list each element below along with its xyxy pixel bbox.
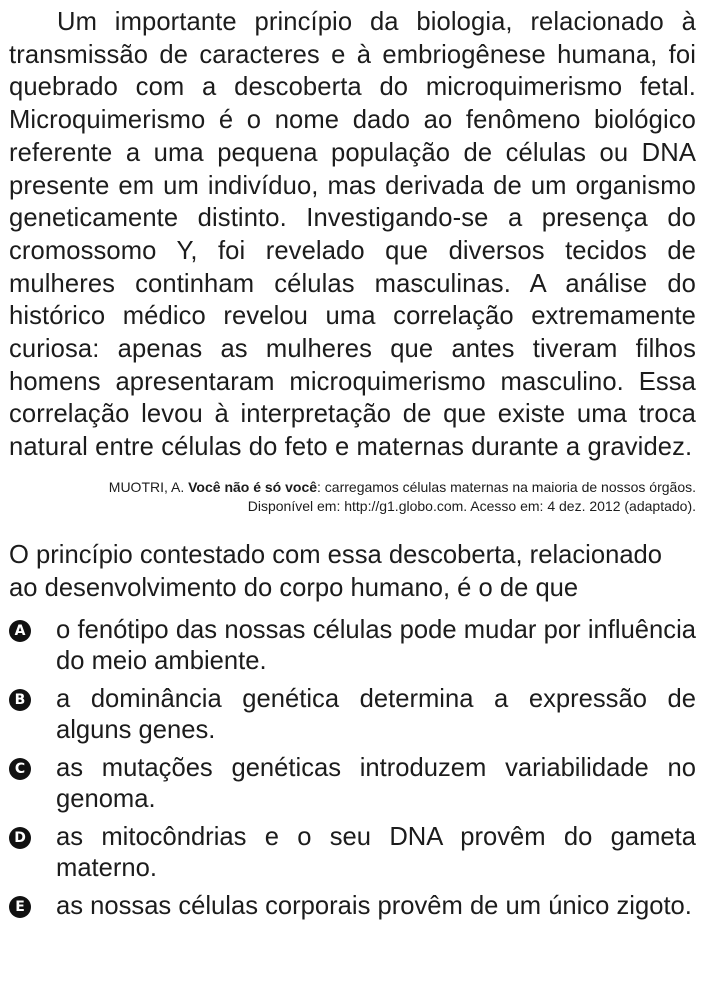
option-b[interactable] xyxy=(9,684,696,746)
passage-text: Um importante princípio da biologia, relacionado à transmissão de caracteres e à embriogênese humana, foi quebrado com a descoberta do microquimerismo fetal. Microquimerismo é o nome dado ao fenômeno biológico referente a uma pequena população de células ou DNA presente em um indivíduo, mas derivada de um organismo geneticamente distinto. Investigando-se a presença do cromossomo Y, foi revelado que diversos tecidos de mulheres continham células masculinas. A análise do histórico médico revelou uma correlação extremamente curiosa: apenas as mulheres que antes tiveram filhos homens apresentaram microquimerismo masculino. Essa correlação levou à interpretação de que existe uma troca natural entre células do feto e maternas durante a gravidez. xyxy=(9,8,696,462)
option-c[interactable] xyxy=(9,753,696,815)
citation xyxy=(9,478,696,516)
citation-title: Você não é só você xyxy=(188,478,318,495)
option-b-letter-badge: B xyxy=(9,689,31,711)
answer-options xyxy=(9,615,696,922)
option-a-text: o fenótipo das nossas células pode mudar por influência do meio ambiente. xyxy=(56,616,696,676)
option-a[interactable] xyxy=(9,615,696,677)
option-c-letter-badge: C xyxy=(9,758,31,780)
option-e-letter-badge: E xyxy=(9,896,31,918)
option-d-letter-badge: D xyxy=(9,827,31,849)
option-e-text: as nossas células corporais provêm de um único zigoto. xyxy=(56,892,692,921)
question-stem: O princípio contestado com essa descoberta, relacionado ao desenvolvimento do corpo humano, é o de que xyxy=(9,540,663,602)
option-d-text: as mitocôndrias e o seu DNA provêm do gameta materno. xyxy=(56,823,696,883)
option-b-text: a dominância genética determina a expressão de alguns genes. xyxy=(56,685,696,745)
citation-author: MUOTRI, A. xyxy=(108,478,189,495)
option-a-letter-badge: A xyxy=(9,620,31,642)
citation-details: : carregamos células maternas na maioria de nossos órgãos. Disponível em: http://g1.globo.com. Acesso em: 4 dez. 2012 (adaptado). xyxy=(247,478,696,514)
option-e[interactable] xyxy=(9,891,696,922)
option-c-text: as mutações genéticas introduzem variabilidade no genoma. xyxy=(56,754,696,814)
option-d[interactable] xyxy=(9,822,696,884)
